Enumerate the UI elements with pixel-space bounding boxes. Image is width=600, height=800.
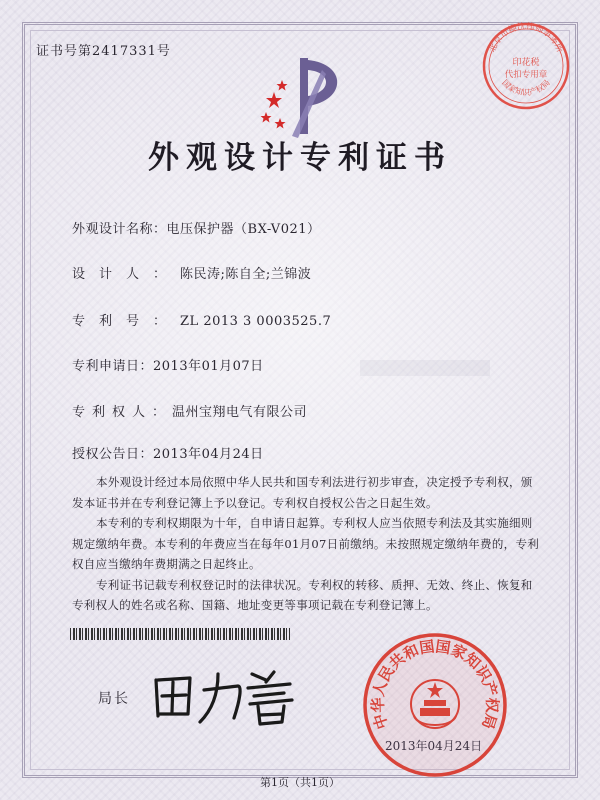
tax-seal-bottom-text: 国家知识产权局 bbox=[500, 78, 552, 98]
barcode bbox=[70, 628, 290, 640]
field-patent-holder bbox=[72, 401, 307, 420]
patent-office-logo-icon bbox=[252, 50, 352, 140]
field-grant-date bbox=[72, 443, 264, 462]
field-filing-date bbox=[72, 355, 264, 374]
tax-seal-line2: 代扣专用章 bbox=[504, 70, 548, 80]
tax-seal-line1: 印花税 bbox=[512, 58, 540, 68]
seal-date: 2013年04月24日 bbox=[385, 739, 483, 753]
patent-holder-value: 温州宝翔电气有限公司 bbox=[172, 405, 308, 420]
document-title: 外观设计专利证书 bbox=[148, 140, 452, 176]
field-design-name bbox=[72, 218, 321, 237]
filing-date-label: 专利申请日： bbox=[72, 359, 154, 374]
director-label: 局长 bbox=[98, 691, 130, 707]
certificate-number: 证书号第2417331号 bbox=[36, 44, 171, 59]
body-paragraph-2: 本专利的专利权期限为十年，自申请日起算。专利权人应当依照专利法及其实施细则规定缴纳年费。本专利的年费应当在每年01月07日前缴纳。未按照规定缴纳年费的，专利权自应当缴纳年费期满之日起终止。 bbox=[72, 516, 540, 571]
tax-seal-outer-text: 北京市柳沈律师事务所 bbox=[487, 21, 565, 54]
design-name-label: 外观设计名称： bbox=[72, 222, 167, 237]
design-name-value: 电压保护器（BX-V021） bbox=[166, 222, 321, 237]
faint-background-mark bbox=[360, 360, 490, 376]
tax-seal-stamp bbox=[480, 20, 572, 112]
field-patent-number bbox=[72, 310, 331, 329]
field-designers bbox=[72, 263, 311, 282]
director-signature bbox=[148, 660, 298, 730]
state-ip-office-seal bbox=[360, 630, 510, 780]
seal-arc-text: 中华人民共和国国家知识产权局 bbox=[368, 637, 502, 732]
svg-text:北京市柳沈律师事务所 bbox=[487, 21, 566, 55]
patent-number-label: 专利号： bbox=[72, 314, 181, 329]
patent-number-value: ZL 2013 3 0003525.7 bbox=[180, 314, 332, 329]
certificate-body bbox=[72, 472, 542, 616]
designers-value: 陈民涛;陈自全;兰锦波 bbox=[180, 267, 312, 282]
patent-holder-label: 专利权人： bbox=[72, 405, 173, 420]
grant-date-label: 授权公告日： bbox=[72, 447, 154, 462]
filing-date-value: 2013年01月07日 bbox=[153, 359, 264, 374]
svg-text:国家知识产权局 bbox=[500, 78, 552, 97]
body-paragraph-1: 本外观设计经过本局依照中华人民共和国专利法进行初步审查，决定授予专利权，颁发本证书并在专利登记簿上予以登记。专利权自授权公告之日起生效。 bbox=[72, 475, 533, 510]
page-footer: 第1页（共1页） bbox=[260, 776, 340, 789]
body-paragraph-3: 专利证书记载专利权登记时的法律状况。专利权的转移、质押、无效、终止、恢复和专利权人的姓名或名称、国籍、地址变更等事项记载在专利登记簿上。 bbox=[72, 577, 533, 612]
designer-label: 设计人： bbox=[72, 267, 181, 282]
grant-date-value: 2013年04月24日 bbox=[153, 447, 264, 462]
